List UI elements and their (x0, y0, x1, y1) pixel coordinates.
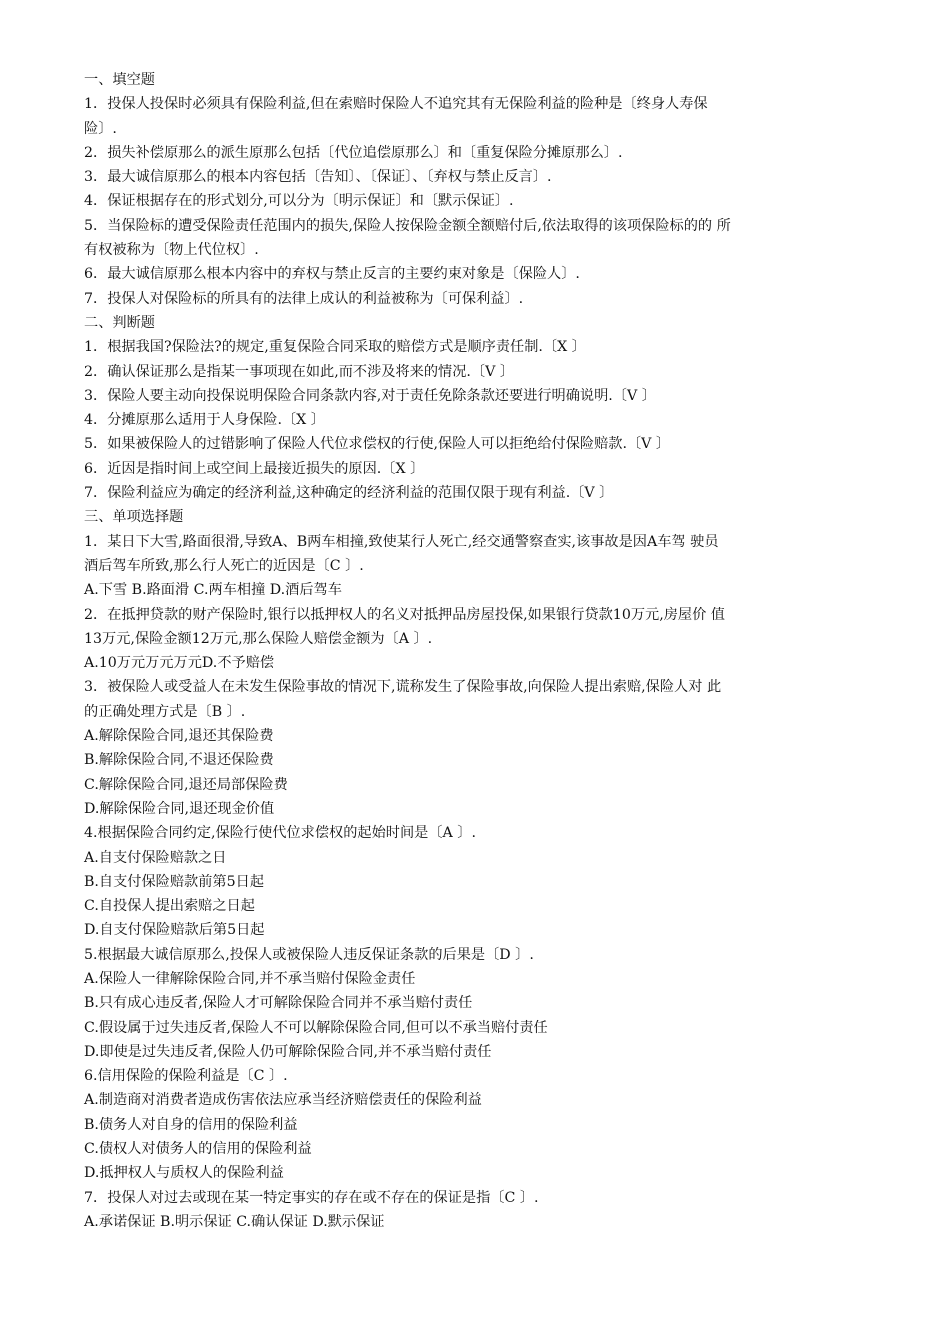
question-line: 3．保险人要主动向投保说明保险合同条款内容,对于责任免除条款还要进行明确说明.〔V 〕 (84, 387, 656, 404)
question-line: 2．确认保证那么是指某一事项现在如此,而不涉及将来的情况.〔V 〕 (84, 363, 515, 380)
answer-option: D.自支付保险赔款后第5日起 (84, 922, 265, 939)
question-line: 1．根据我国?保险法?的规定,重复保险合同采取的赔偿方式是顺序责任制.〔X 〕 (84, 339, 586, 356)
question-line: 险〕. (84, 120, 117, 137)
question-line: 1．某日下大雪,路面很滑,导致A、B两车相撞,致使某行人死亡,经交通警察查实,该事故是因A车驾 驶员 (84, 533, 719, 550)
question-line: 2．在抵押贷款的财产保险时,银行以抵押权人的名义对抵押品房屋投保,如果银行贷款10万元,房屋价 值 (84, 606, 725, 623)
answer-option: D.即使是过失违反者,保险人仍可解除保险合同,并不承当赔付责任 (84, 1043, 492, 1060)
answer-options: A.10万元万元万元D.不予赔偿 (84, 655, 275, 672)
answer-options: A.承诺保证 B.明示保证 C.确认保证 D.默示保证 (84, 1213, 385, 1230)
answer-option: C.自投保人提出索赔之日起 (84, 898, 255, 915)
answer-option: C.假设属于过失违反者,保险人不可以解除保险合同,但可以不承当赔付责任 (84, 1019, 548, 1036)
answer-option: C.债权人对债务人的信用的保险利益 (84, 1141, 312, 1158)
answer-option: D.抵押权人与质权人的保险利益 (84, 1165, 284, 1182)
question-line: 7．投保人对保险标的所具有的法律上成认的利益被称为〔可保利益〕. (84, 290, 524, 307)
question-line: 4.根据保险合同约定,保险行使代位求偿权的起始时间是〔A 〕. (84, 825, 477, 842)
question-line: 5．如果被保险人的过错影响了保险人代位求偿权的行使,保险人可以拒绝给付保险赔款.〔V 〕 (84, 436, 671, 453)
question-line: 的正确处理方式是〔B 〕. (84, 703, 246, 720)
question-line: 4．保证根据存在的形式划分,可以分为〔明示保证〕和〔默示保证〕. (84, 193, 514, 210)
answer-option: B.自支付保险赔款前第5日起 (84, 873, 265, 890)
question-line: 5．当保险标的遭受保险责任范围内的损失,保险人按保险金额全额赔付后,依法取得的该项保险标的的 所 (84, 217, 731, 234)
question-line: 6．最大诚信原那么根本内容中的弃权与禁止反言的主要约束对象是〔保险人〕. (84, 266, 580, 283)
answer-option: A.保险人一律解除保险合同,并不承当赔付保险金责任 (84, 970, 416, 987)
question-line: 6．近因是指时间上或空间上最接近损失的原因.〔X 〕 (84, 460, 425, 477)
answer-option: D.解除保险合同,退还现金价值 (84, 800, 275, 817)
question-line: 5.根据最大诚信原那么,投保人或被保险人违反保证条款的后果是〔D 〕. (84, 946, 534, 963)
document-page (84, 68, 874, 1234)
section-heading-fill-blank: 一、填空题 (84, 72, 155, 88)
question-line: 有权被称为〔物上代位权〕. (84, 242, 259, 259)
answer-option: C.解除保险合同,退还局部保险费 (84, 776, 288, 793)
answer-option: A.制造商对消费者造成伤害依法应承当经济赔偿责任的保险利益 (84, 1092, 482, 1109)
question-line: 2．损失补偿原那么的派生原那么包括〔代位追偿原那么〕和〔重复保险分摊原那么〕. (84, 144, 623, 161)
question-line: 1．投保人投保时必须具有保险利益,但在索赔时保险人不追究其有无保险利益的险种是〔终身人寿保 (84, 96, 708, 113)
question-line: 酒后驾车所致,那么行人死亡的近因是〔C 〕. (84, 557, 364, 574)
question-line: 7．保险利益应为确定的经济利益,这种确定的经济利益的范围仅限于现有利益.〔V 〕 (84, 485, 614, 502)
answer-options: A.下雪 B.路面滑 C.两车相撞 D.酒后驾车 (84, 582, 342, 599)
answer-option: B.债务人对自身的信用的保险利益 (84, 1116, 298, 1133)
section-heading-single-choice: 三、单项选择题 (84, 509, 184, 526)
question-line: 4．分摊原那么适用于人身保险.〔X 〕 (84, 412, 325, 429)
question-line: 3．被保险人或受益人在未发生保险事故的情况下,谎称发生了保险事故,向保险人提出索赔,保险人对 此 (84, 679, 722, 696)
answer-option: B.解除保险合同,不退还保险费 (84, 752, 274, 769)
section-heading-true-false: 二、判断题 (84, 314, 155, 331)
answer-option: B.只有成心违反者,保险人才可解除保险合同并不承当赔付责任 (84, 995, 473, 1012)
answer-option: A.解除保险合同,退还其保险费 (84, 728, 274, 745)
question-line: 3．最大诚信原那么的根本内容包括〔告知〕、〔保证〕、〔弃权与禁止反言〕. (84, 169, 552, 186)
question-line: 6.信用保险的保险利益是〔C 〕. (84, 1068, 288, 1085)
question-line: 13万元,保险金额12万元,那么保险人赔偿金额为〔A 〕. (84, 630, 433, 647)
answer-option: A.自支付保险赔款之日 (84, 849, 227, 866)
question-line: 7．投保人对过去或现在某一特定事实的存在或不存在的保证是指〔C 〕. (84, 1189, 539, 1206)
